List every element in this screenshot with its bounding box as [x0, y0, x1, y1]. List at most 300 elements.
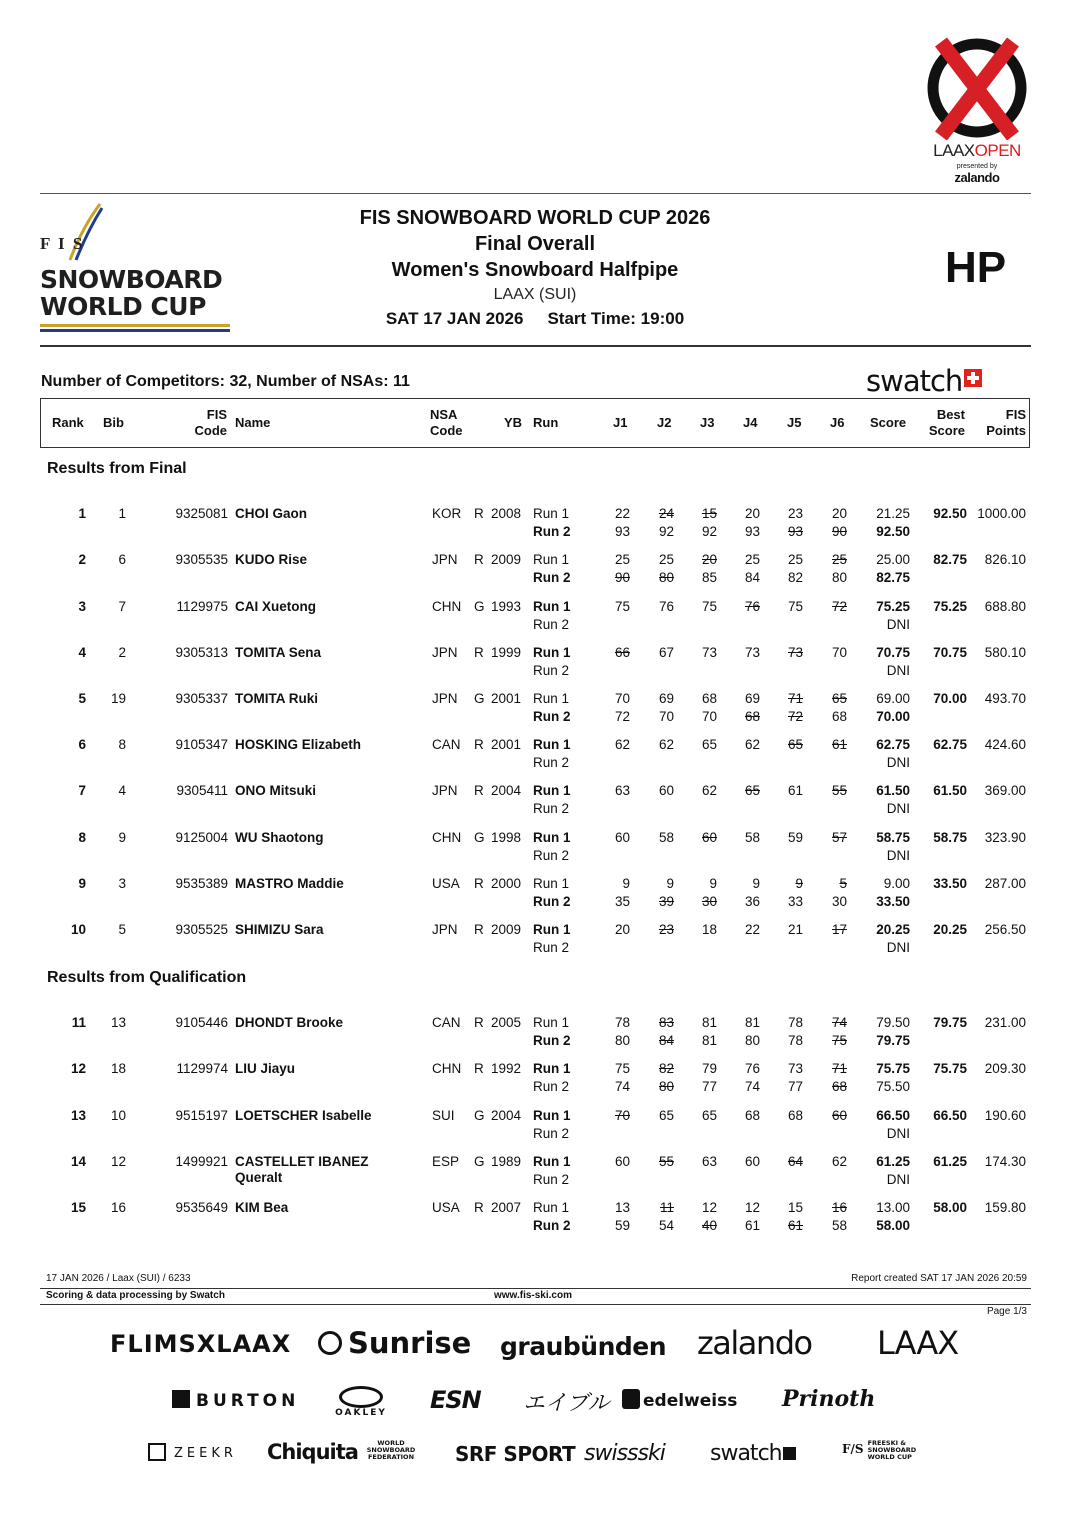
page-number: Page 1/3: [986, 1306, 1027, 1317]
rank-cell: 1: [78, 506, 86, 521]
run-score: 69.00: [876, 691, 910, 706]
rank-cell: 14: [70, 1154, 86, 1169]
date-line: SAT 17 JAN 2026 Start Time: 19:00: [385, 309, 685, 328]
judge-6-score: 68: [831, 709, 847, 724]
judge-1-score: 59: [614, 1218, 630, 1233]
run-label: Run 2: [533, 894, 571, 909]
judge-4-score: 62: [744, 737, 760, 752]
fis-points-cell: 493.70: [984, 691, 1026, 706]
run-label: Run 1: [533, 506, 570, 521]
rank-cell: 6: [78, 737, 86, 752]
judge-4-score: 68: [744, 709, 760, 724]
table-row: [0, 736, 1071, 776]
judge-4-score: 65: [744, 783, 760, 798]
judge-2-score: 60: [658, 783, 674, 798]
table-row: [0, 598, 1071, 638]
fis-code-cell: 9535389: [175, 876, 228, 891]
judge-3-score: 62: [701, 783, 717, 798]
judge-4-score: 69: [744, 691, 760, 706]
judge-4-score: 81: [744, 1015, 760, 1030]
judge-1-score: 9: [622, 876, 630, 891]
class-cell: R: [474, 645, 484, 660]
judge-1-score: 93: [614, 524, 630, 539]
judge-6-score: 61: [831, 737, 847, 752]
judge-5-score: 9: [795, 876, 803, 891]
birth-year-cell: 1989: [491, 1154, 522, 1169]
run-score: 75.75: [876, 1061, 910, 1076]
best-score-cell: 79.75: [933, 1015, 967, 1030]
fis-code-cell: 9305337: [175, 691, 228, 706]
run-score: DNI: [886, 848, 910, 863]
class-cell: R: [474, 1015, 484, 1030]
rank-cell: 10: [70, 922, 86, 937]
judge-2-score: 58: [658, 830, 674, 845]
run-label: Run 1: [533, 830, 571, 845]
class-cell: G: [474, 1108, 485, 1123]
judge-1-score: 13: [614, 1200, 630, 1215]
birth-year-cell: 2004: [491, 1108, 522, 1123]
best-score-cell: 33.50: [933, 876, 967, 891]
oakley-ellipse-icon: [339, 1386, 383, 1408]
sponsor-wsf: WORLD SNOWBOARD FEDERATION: [366, 1439, 416, 1461]
judge-1-score: 74: [614, 1079, 630, 1094]
sponsor-sunrise: Sunrise: [318, 1326, 471, 1360]
class-cell: R: [474, 876, 484, 891]
run-label: Run 1: [533, 783, 571, 798]
rank-cell: 3: [78, 599, 86, 614]
bib-cell: 7: [118, 599, 126, 614]
run-score: 70.00: [876, 709, 910, 724]
athlete-name: HOSKING Elizabeth: [235, 737, 362, 752]
footer-event-code: 17 JAN 2026 / Laax (SUI) / 6233: [46, 1273, 191, 1284]
best-score-cell: 62.75: [933, 737, 967, 752]
judge-3-score: 30: [701, 894, 717, 909]
run-label: Run 2: [533, 940, 570, 955]
judge-2-score: 67: [658, 645, 674, 660]
judge-5-score: 15: [787, 1200, 803, 1215]
judge-2-score: 69: [658, 691, 674, 706]
run-score: DNI: [886, 755, 910, 770]
nsa-code-cell: KOR: [432, 506, 462, 521]
judge-3-score: 85: [701, 570, 717, 585]
run-score: DNI: [886, 617, 910, 632]
table-row: [0, 1014, 1071, 1054]
run-label: Run 2: [533, 755, 570, 770]
class-cell: G: [474, 1154, 485, 1169]
results-table-header: Rank Bib FIS Code Name NSA Code YB Run J1 J2 J3 J4 J5 J6 Score Best Score FIS Points: [40, 398, 1030, 448]
nsa-code-cell: JPN: [432, 645, 458, 660]
class-cell: R: [474, 552, 484, 567]
judge-1-score: 25: [614, 552, 630, 567]
class-cell: R: [474, 1061, 484, 1076]
run-score: 82.75: [876, 570, 910, 585]
athlete-name: KIM Bea: [235, 1200, 289, 1215]
bib-cell: 19: [110, 691, 126, 706]
judge-2-score: 80: [658, 570, 674, 585]
run-label: Run 2: [533, 524, 571, 539]
athlete-name: MASTRO Maddie: [235, 876, 344, 891]
fis-points-cell: 209.30: [984, 1061, 1026, 1076]
judge-6-score: 90: [831, 524, 847, 539]
table-row: [0, 782, 1071, 822]
athlete-name: TOMITA Ruki: [235, 691, 318, 706]
sunrise-icon: [318, 1331, 342, 1355]
run-label: Run 2: [533, 1126, 570, 1141]
bib-cell: 9: [118, 830, 126, 845]
sponsor-esn: ESN: [430, 1386, 481, 1414]
report-header: [300, 205, 770, 331]
nsa-code-cell: USA: [432, 876, 460, 891]
birth-year-cell: 2001: [491, 691, 522, 706]
fis-snowboard-world-cup-logo: F I S SNOWBOARD WORLD CUP: [40, 202, 235, 334]
fis-mini-icon: F/S: [842, 1442, 864, 1456]
run-score: 61.50: [876, 783, 910, 798]
athlete-name: KUDO Rise: [235, 552, 308, 567]
judge-1-score: 90: [614, 570, 630, 585]
best-score-cell: 58.00: [933, 1200, 967, 1215]
footer-report-created: Report created SAT 17 JAN 2026 20:59: [851, 1273, 1027, 1284]
sponsor-prinoth: Prinoth: [782, 1386, 876, 1412]
class-cell: R: [474, 737, 484, 752]
table-row: [0, 829, 1071, 869]
best-score-cell: 92.50: [933, 506, 967, 521]
judge-6-score: 74: [831, 1015, 847, 1030]
fis-code-cell: 1129974: [176, 1061, 228, 1076]
judge-1-score: 66: [614, 645, 630, 660]
run-label: Run 2: [533, 663, 570, 678]
judge-6-score: 17: [831, 922, 847, 937]
judge-1-score: 70: [614, 691, 630, 706]
judge-4-score: 60: [744, 1154, 760, 1169]
judge-5-score: 25: [787, 552, 803, 567]
run-label: Run 1: [533, 599, 571, 614]
judge-3-score: 9: [709, 876, 717, 891]
run-score: DNI: [886, 1126, 910, 1141]
judge-2-score: 9: [666, 876, 674, 891]
fis-points-cell: 688.80: [984, 599, 1026, 614]
run-label: Run 2: [533, 1172, 570, 1187]
run-label: Run 1: [533, 1154, 571, 1169]
judge-6-score: 70: [831, 645, 847, 660]
judge-1-score: 72: [614, 709, 630, 724]
judge-5-score: 64: [787, 1154, 803, 1169]
fis-code-cell: 9305411: [176, 783, 228, 798]
table-row: [0, 921, 1071, 961]
judge-5-score: 77: [787, 1079, 803, 1094]
judge-6-score: 68: [831, 1079, 847, 1094]
judge-6-score: 16: [831, 1200, 847, 1215]
judge-5-score: 78: [787, 1015, 803, 1030]
judge-6-score: 80: [831, 570, 847, 585]
judge-5-score: 68: [787, 1108, 803, 1123]
class-cell: R: [474, 506, 484, 521]
judge-1-score: 75: [614, 599, 630, 614]
birth-year-cell: 2008: [491, 506, 522, 521]
judge-3-score: 75: [701, 599, 717, 614]
bib-cell: 5: [118, 922, 126, 937]
run-score: 21.25: [876, 506, 910, 521]
fis-points-cell: 174.30: [984, 1154, 1026, 1169]
edelweiss-flower-icon: [622, 1389, 640, 1409]
judge-1-score: 62: [614, 737, 630, 752]
run-label: Run 1: [533, 1200, 570, 1215]
bib-cell: 8: [118, 737, 126, 752]
best-score-cell: 61.50: [933, 783, 967, 798]
fis-code-cell: 9305525: [175, 922, 228, 937]
birth-year-cell: 2009: [491, 922, 522, 937]
run-score: 20.25: [876, 922, 910, 937]
best-score-cell: 75.25: [933, 599, 967, 614]
footer-rule-1: [40, 1288, 1031, 1289]
run-score: 62.75: [876, 737, 910, 752]
judge-4-score: 68: [744, 1108, 760, 1123]
run-score: 92.50: [876, 524, 910, 539]
top-rule: [40, 193, 1031, 194]
judge-3-score: 70: [701, 709, 717, 724]
judge-3-score: 63: [701, 1154, 717, 1169]
judge-6-score: 75: [831, 1033, 847, 1048]
judge-2-score: 80: [658, 1079, 674, 1094]
run-score: 58.75: [876, 830, 910, 845]
athlete-name: WU Shaotong: [235, 830, 324, 845]
fis-points-cell: 424.60: [984, 737, 1026, 752]
judge-4-score: 25: [744, 552, 760, 567]
nsa-code-cell: JPN: [432, 552, 458, 567]
fis-code-cell: 9535649: [175, 1200, 228, 1215]
judge-4-score: 74: [744, 1079, 760, 1094]
run-label: Run 2: [533, 1033, 571, 1048]
judge-6-score: 57: [831, 830, 847, 845]
judge-6-score: 60: [831, 1108, 847, 1123]
judge-5-score: 65: [787, 737, 803, 752]
best-score-cell: 20.25: [933, 922, 967, 937]
sponsor-freeski-world-cup: F/S FREESKI & SNOWBOARD WORLD CUP: [842, 1439, 917, 1461]
judge-4-score: 76: [744, 599, 760, 614]
judge-6-score: 25: [831, 552, 847, 567]
class-cell: G: [474, 599, 485, 614]
birth-year-cell: 2000: [491, 876, 522, 891]
sponsor-srf-sport: SRF SPORT: [455, 1442, 576, 1466]
judge-2-score: 83: [658, 1015, 674, 1030]
fis-points-cell: 580.10: [984, 645, 1026, 660]
birth-year-cell: 2004: [491, 783, 522, 798]
zeekr-icon: [148, 1443, 166, 1461]
bib-cell: 3: [118, 876, 126, 891]
run-label: Run 2: [533, 1079, 570, 1094]
fis-points-cell: 369.00: [984, 783, 1026, 798]
judge-4-score: 76: [744, 1061, 760, 1076]
run-label: Run 2: [533, 801, 570, 816]
run-score: 70.75: [876, 645, 910, 660]
athlete-name: ONO Mitsuki: [235, 783, 317, 798]
judge-2-score: 23: [658, 922, 674, 937]
judge-2-score: 62: [658, 737, 674, 752]
run-score: DNI: [886, 1172, 910, 1187]
judge-3-score: 65: [701, 737, 717, 752]
athlete-name: LOETSCHER Isabelle: [235, 1108, 372, 1123]
judge-2-score: 76: [658, 599, 674, 614]
fis-code-cell: 9305313: [175, 645, 228, 660]
burton-mountain-icon: [172, 1390, 190, 1408]
judge-3-score: 92: [701, 524, 717, 539]
judge-2-score: 92: [658, 524, 674, 539]
fis-points-cell: 1000.00: [977, 506, 1026, 521]
athlete-name: DHONDT Brooke: [235, 1015, 344, 1030]
fis-points-cell: 256.50: [984, 922, 1026, 937]
judge-3-score: 12: [701, 1200, 717, 1215]
competitors-count: Number of Competitors: 32, Number of NSAs: 11: [41, 373, 410, 390]
judge-2-score: 54: [658, 1218, 674, 1233]
judge-2-score: 70: [658, 709, 674, 724]
sponsor-zalando: zalando: [697, 1324, 812, 1362]
judge-5-score: 23: [787, 506, 803, 521]
judge-1-score: 35: [614, 894, 630, 909]
judge-2-score: 39: [658, 894, 674, 909]
sponsor-zeekr: ZEEKR: [148, 1443, 237, 1461]
birth-year-cell: 1992: [491, 1061, 522, 1076]
judge-6-score: 5: [839, 876, 847, 891]
fis-points-cell: 190.60: [984, 1108, 1026, 1123]
judge-5-score: 71: [787, 691, 803, 706]
run-label: Run 1: [533, 1015, 570, 1030]
best-score-cell: 61.25: [933, 1154, 967, 1169]
table-row: [0, 551, 1071, 591]
nsa-code-cell: ESP: [432, 1154, 460, 1169]
nsa-code-cell: CAN: [432, 1015, 461, 1030]
nsa-code-cell: CHN: [432, 1061, 462, 1076]
best-score-cell: 66.50: [933, 1108, 967, 1123]
sponsor-graubunden: graubünden: [500, 1332, 667, 1361]
footer-url[interactable]: www.fis-ski.com: [494, 1290, 572, 1301]
best-score-cell: 75.75: [933, 1061, 967, 1076]
judge-3-score: 68: [701, 691, 717, 706]
run-label: Run 2: [533, 570, 571, 585]
table-row: [0, 644, 1071, 684]
run-label: Run 2: [533, 848, 570, 863]
rank-cell: 5: [78, 691, 86, 706]
fis-code-cell: 1129975: [176, 599, 228, 614]
table-row: [0, 690, 1071, 730]
run-score: 33.50: [876, 894, 910, 909]
rank-cell: 4: [78, 645, 86, 660]
sponsor-japanese-logo: エイブル: [523, 1391, 610, 1416]
rank-cell: 15: [70, 1200, 86, 1215]
event-discipline: Women's Snowboard Halfpipe: [391, 259, 679, 281]
fis-points-cell: 159.80: [984, 1200, 1026, 1215]
run-label: Run 1: [533, 876, 570, 891]
judge-6-score: 30: [831, 894, 847, 909]
judge-1-score: 60: [614, 830, 630, 845]
athlete-name: CAI Xuetong: [235, 599, 316, 614]
laax-wordmark: LAAXOPEN: [933, 141, 1021, 160]
sponsor-laax: LAAX: [877, 1324, 959, 1362]
zalando-mini-logo: zalando: [954, 170, 1000, 185]
judge-3-score: 18: [701, 922, 717, 937]
sponsor-edelweiss: edelweiss: [622, 1389, 737, 1411]
bib-cell: 12: [110, 1154, 126, 1169]
run-score: DNI: [886, 663, 910, 678]
bib-cell: 6: [118, 552, 126, 567]
run-label: Run 1: [533, 691, 570, 706]
run-label: Run 1: [533, 922, 571, 937]
athlete-name: Queralt: [235, 1170, 283, 1185]
table-row: [0, 1060, 1071, 1100]
judge-3-score: 81: [701, 1033, 717, 1048]
run-score: 66.50: [876, 1108, 910, 1123]
best-score-cell: 70.75: [933, 645, 967, 660]
sponsor-chiquita: Chiquita: [267, 1440, 358, 1464]
nsa-code-cell: SUI: [432, 1108, 455, 1123]
run-score: DNI: [886, 801, 910, 816]
bib-cell: 4: [118, 783, 126, 798]
rank-cell: 2: [78, 552, 86, 567]
judge-1-score: 20: [614, 922, 630, 937]
presented-by: presented by: [956, 163, 998, 170]
fis-code-cell: 9105446: [175, 1015, 228, 1030]
judge-5-score: 78: [787, 1033, 803, 1048]
rank-cell: 9: [78, 876, 86, 891]
nsa-code-cell: CHN: [432, 830, 462, 845]
judge-3-score: 73: [701, 645, 717, 660]
judge-1-score: 22: [614, 506, 630, 521]
fis-points-cell: 231.00: [984, 1015, 1026, 1030]
judge-5-score: 73: [787, 1061, 803, 1076]
judge-4-score: 58: [744, 830, 760, 845]
rank-cell: 8: [78, 830, 86, 845]
judge-1-score: 80: [614, 1033, 630, 1048]
judge-4-score: 84: [744, 570, 760, 585]
footer-rule-2: [40, 1304, 1031, 1305]
run-score: 25.00: [876, 552, 910, 567]
nsa-code-cell: USA: [432, 1200, 460, 1215]
birth-year-cell: 1993: [491, 599, 522, 614]
fis-code-cell: 1499921: [175, 1154, 228, 1169]
judge-4-score: 20: [744, 506, 760, 521]
venue: LAAX (SUI): [493, 286, 577, 303]
fis-code-cell: 9105347: [175, 737, 228, 752]
sponsor-swatch: swatch: [710, 1441, 796, 1466]
birth-year-cell: 2005: [491, 1015, 522, 1030]
judge-3-score: 81: [701, 1015, 717, 1030]
nsa-code-cell: JPN: [432, 691, 458, 706]
sponsor-oakley: OAKLEY: [328, 1386, 394, 1418]
judge-1-score: 60: [614, 1154, 630, 1169]
class-cell: R: [474, 783, 484, 798]
rank-cell: 12: [70, 1061, 86, 1076]
sponsor-flimsxlaax: FLIMSXLAAX: [110, 1330, 292, 1358]
nsa-code-cell: JPN: [432, 922, 458, 937]
run-label: Run 2: [533, 617, 570, 632]
section-qualification: Results from Qualification: [47, 969, 247, 986]
run-label: Run 2: [533, 1218, 571, 1233]
fis-points-cell: 323.90: [984, 830, 1026, 845]
judge-6-score: 72: [831, 599, 847, 614]
run-label: Run 1: [533, 1061, 571, 1076]
class-cell: R: [474, 922, 484, 937]
sponsor-swissski: swissski: [584, 1441, 665, 1466]
nsa-code-cell: JPN: [432, 783, 458, 798]
bib-cell: 18: [110, 1061, 126, 1076]
judge-3-score: 15: [701, 506, 717, 521]
rank-cell: 13: [70, 1108, 86, 1123]
judge-5-score: 59: [787, 830, 803, 845]
birth-year-cell: 1999: [491, 645, 522, 660]
run-score: 58.00: [876, 1218, 910, 1233]
judge-6-score: 55: [831, 783, 847, 798]
judge-1-score: 63: [614, 783, 630, 798]
best-score-cell: 82.75: [933, 552, 967, 567]
judge-3-score: 65: [701, 1108, 717, 1123]
